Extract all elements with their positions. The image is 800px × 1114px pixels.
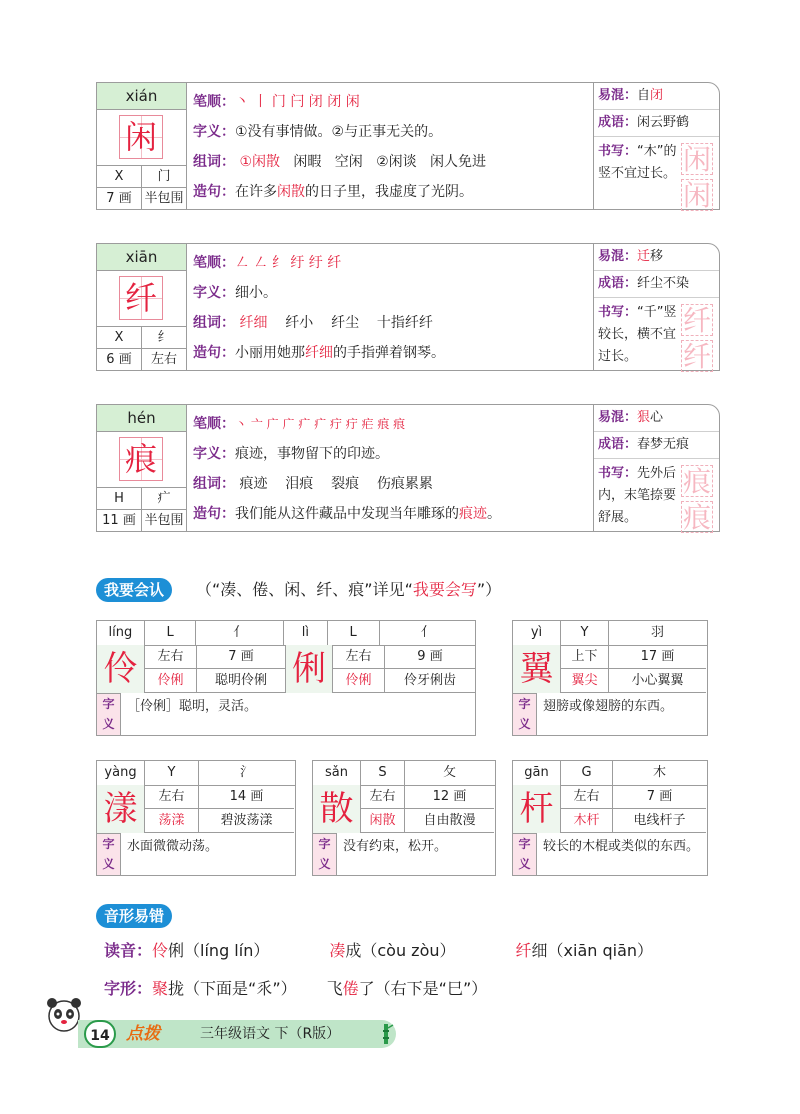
info-row (333, 645, 475, 669)
practice-char: 纤 (682, 340, 711, 373)
shuxie-label: 书写： (598, 305, 638, 320)
meaning: 较长的木棍或类似的东西。 (543, 839, 700, 854)
error-char: 倦 (342, 979, 359, 998)
word: 闲人免进 (430, 154, 487, 170)
initial: H (97, 488, 142, 510)
ziyi-tag: 字义 (513, 693, 537, 735)
pinyin: yàng (97, 761, 145, 785)
duyin-label: 读音： (104, 941, 153, 960)
char-detail (193, 248, 591, 368)
strokes: 12 画 (432, 789, 467, 804)
char-grid (119, 115, 163, 159)
word: 空闲 (334, 154, 363, 170)
word: 泪痕 (285, 476, 314, 492)
pinyin: gān (513, 761, 561, 785)
practice-char: 纤 (682, 304, 711, 337)
initial: Y (561, 621, 609, 645)
yihun-label: 易混： (598, 249, 638, 264)
ziyi-label: 字义： (193, 446, 235, 462)
zuci-label: 组词： (193, 154, 235, 170)
structure: 左右 (361, 785, 405, 808)
character: 伶 (97, 645, 145, 693)
word: 闲暇 (293, 154, 322, 170)
shuxie-label: 书写： (598, 144, 638, 159)
card-header (97, 621, 475, 646)
writing-tip: “千”竖较长，横不宜过长。 (598, 305, 677, 364)
info-row (361, 785, 494, 809)
small-card-yang (96, 760, 296, 876)
strokes: 6 画 (97, 349, 142, 371)
idiom: 春梦无痕 (637, 437, 690, 452)
ziyi-tag: 字义 (97, 693, 121, 735)
initial: L (145, 621, 197, 645)
writing-tip: 先外后内，末笔捺要舒展。 (598, 466, 677, 525)
meaning: ［伶俐］聪明，灵活。 (127, 699, 258, 714)
pinyin: xiān (97, 244, 186, 271)
tips-column (593, 405, 719, 534)
radical: 羽 (650, 625, 664, 640)
char-card-xian-idle (96, 82, 720, 210)
bishun-label: 笔顺： (193, 94, 235, 110)
zixing-label: 字形： (104, 979, 153, 998)
word: 伤痕累累 (376, 476, 433, 492)
word: 痕迹 (239, 476, 268, 492)
word-red: 荡漾 (145, 809, 199, 832)
ziyi-tag: 字义 (313, 833, 337, 875)
meaning: 水面微微动荡。 (127, 839, 219, 854)
zixing-line (104, 976, 487, 999)
error-detail: 拢（下面是“乑”） (168, 979, 297, 998)
radical: 疒 (157, 491, 171, 506)
idiom: 纤尘不染 (637, 276, 690, 291)
character: 闲 (124, 118, 157, 156)
char-grid (119, 276, 163, 320)
writing-tip: “木”的竖不宜过长。 (598, 144, 677, 181)
meaning: 没有约束，松开。 (343, 839, 448, 854)
word: ②闲谈 (376, 154, 417, 170)
radical: 攵 (442, 765, 456, 780)
character: 痕 (124, 440, 157, 478)
word-red: 伶俐 (145, 669, 197, 692)
card-header (97, 761, 295, 786)
sentence-part: 在许多 (235, 184, 277, 200)
word: 碧波荡漾 (220, 813, 273, 828)
strokes: 14 画 (229, 789, 264, 804)
radical: 木 (652, 765, 666, 780)
character: 漾 (97, 785, 145, 833)
stroke-order: 丶 丨 门 闩 闭 闭 闲 (235, 94, 360, 110)
info-row (145, 645, 285, 669)
word: 聪明伶俐 (214, 673, 267, 688)
bishun-label: 笔顺： (193, 255, 235, 271)
word: ①闲散 (239, 154, 281, 170)
error-detail: 飞 (326, 979, 343, 998)
sentence-highlight: 闲散 (277, 184, 305, 200)
strokes: 7 画 (646, 789, 673, 804)
yihun-label: 易混： (598, 88, 638, 103)
page-number: 14 (84, 1020, 116, 1048)
sentence-part: 小丽用她那 (235, 345, 305, 361)
char-detail (193, 87, 591, 207)
char-info-column (97, 405, 187, 531)
practice-grid (681, 304, 715, 376)
pinyin: hén (97, 405, 186, 432)
strokes: 17 画 (640, 649, 675, 664)
zaoju-label: 造句： (193, 345, 235, 361)
character: 纤 (124, 279, 157, 317)
char-card-xian-fine (96, 243, 720, 371)
ziyi-tag: 字义 (97, 833, 121, 875)
confusable: 自 (637, 88, 651, 103)
stroke-order: ㇜ ㇜ 纟 纡 纡 纤 (235, 255, 342, 271)
character: 俐 (285, 645, 333, 693)
idiom: 闲云野鹤 (637, 115, 690, 130)
structure: 左右 (145, 645, 197, 668)
confusable: 心 (650, 410, 664, 425)
error-detail: 俐（líng lín） (168, 941, 270, 960)
structure: 左右 (561, 785, 613, 808)
error-char: 纤 (515, 941, 532, 960)
word-row (333, 669, 475, 693)
character: 杆 (513, 785, 561, 833)
error-detail: 成（còu zòu） (345, 941, 456, 960)
word: 十指纤纤 (376, 315, 433, 331)
initial: S (361, 761, 405, 785)
chengyu-label: 成语： (598, 115, 638, 130)
word: 小心翼翼 (631, 673, 684, 688)
confusable-red: 狠 (637, 410, 651, 425)
brand-logo: 点拨 (126, 1024, 160, 1044)
error-char: 聚 (152, 979, 169, 998)
initial: G (561, 761, 613, 785)
character: 翼 (513, 645, 561, 693)
sentence-part: 的手指弹着钢琴。 (333, 345, 445, 361)
zuci-label: 组词： (193, 476, 235, 492)
sentence-part: 的日子里，我虚度了光阴。 (305, 184, 473, 200)
tips-column (593, 244, 719, 373)
note-text: （“凑、倦、闲、纤、痕”详见“ (196, 580, 413, 599)
ziyi-label: 字义： (193, 124, 235, 140)
sentence-part: 。 (487, 506, 501, 522)
strokes: 9 画 (417, 649, 443, 664)
strokes: 7 画 (97, 188, 142, 210)
word: 伶牙俐齿 (403, 673, 456, 688)
ziyi-label: 字义： (193, 285, 235, 301)
structure: 左右 (333, 645, 385, 668)
meaning: 翅膀或像翅膀的东西。 (543, 699, 674, 714)
card-header (513, 621, 707, 646)
confusable-red: 迁 (637, 249, 651, 264)
word-row (561, 669, 706, 693)
structure: 左右 (150, 352, 177, 367)
word-row (145, 669, 285, 693)
word: 自由散漫 (423, 813, 476, 828)
bamboo-icon (378, 1022, 394, 1046)
small-card-yi (512, 620, 708, 736)
word: 裂痕 (331, 476, 360, 492)
word-row (145, 809, 294, 833)
sentence-part: 我们能从这件藏品中发现当年雕琢的 (235, 506, 459, 522)
error-char: 伶 (152, 941, 169, 960)
tips-column (593, 83, 719, 212)
radical: 门 (157, 169, 171, 184)
char-card-hen (96, 404, 720, 532)
character: 散 (313, 785, 361, 833)
yihun-label: 易混： (598, 410, 638, 425)
meaning: ①没有事情做。②与正事无关的。 (235, 124, 443, 140)
radical: 亻 (196, 621, 284, 645)
chengyu-label: 成语： (598, 276, 638, 291)
word-row (561, 809, 706, 833)
card-header (513, 761, 707, 786)
structure: 左右 (145, 785, 199, 808)
char-detail (193, 409, 591, 529)
sentence-highlight: 纤细 (305, 345, 333, 361)
initial: Y (145, 761, 199, 785)
practice-grid (681, 465, 715, 537)
practice-char: 闲 (682, 179, 711, 212)
word-red: 木杆 (561, 809, 613, 832)
word: 电线杆子 (633, 813, 686, 828)
word: 纤小 (285, 315, 314, 331)
zaoju-label: 造句： (193, 506, 235, 522)
word-red: 闲散 (361, 809, 405, 832)
word-red: 伶俐 (333, 669, 385, 692)
word-red: 翼尖 (561, 669, 609, 692)
pinyin: lì (284, 621, 328, 645)
ziyi-tag: 字义 (513, 833, 537, 875)
pinyin: líng (97, 621, 145, 645)
error-detail: 细（xiān qiān） (531, 941, 654, 960)
structure: 半包围 (144, 513, 184, 528)
chengyu-label: 成语： (598, 437, 638, 452)
info-row (145, 785, 294, 809)
radical: 纟 (157, 330, 171, 345)
note-link: 我要会写 (412, 580, 477, 599)
section-title-cuo: 音形易错 (96, 904, 172, 928)
structure: 上下 (561, 645, 609, 668)
practice-char: 痕 (682, 465, 711, 498)
confusable: 移 (650, 249, 664, 264)
char-grid (119, 437, 163, 481)
radical: 氵 (239, 765, 253, 780)
small-card-san (312, 760, 496, 876)
shuxie-label: 书写： (598, 466, 638, 481)
info-row (561, 645, 706, 669)
practice-grid (681, 143, 715, 215)
strokes: 11 画 (97, 510, 142, 532)
error-char: 凑 (329, 941, 346, 960)
char-info-column (97, 244, 187, 370)
char-info-column (97, 83, 187, 209)
structure: 半包围 (144, 191, 184, 206)
pinyin: xián (97, 83, 186, 110)
practice-char: 痕 (682, 501, 711, 534)
zaoju-label: 造句： (193, 184, 235, 200)
small-card-lingli (96, 620, 476, 736)
sentence-highlight: 痕迹 (459, 506, 487, 522)
practice-char: 闲 (682, 143, 711, 176)
pinyin: sǎn (313, 761, 361, 785)
meaning: 细小。 (235, 285, 277, 301)
word-row (361, 809, 494, 833)
initial: X (97, 166, 142, 188)
renzi-note (196, 578, 501, 602)
info-row (561, 785, 706, 809)
section-title-renzi: 我要会认 (96, 578, 172, 602)
duyin-line (104, 938, 653, 961)
small-card-gan (512, 760, 708, 876)
strokes: 7 画 (228, 649, 254, 664)
confusable-red: 闭 (650, 88, 664, 103)
word: 纤尘 (331, 315, 360, 331)
pinyin: yì (513, 621, 561, 645)
bishun-label: 笔顺： (193, 416, 235, 432)
initial: L (328, 621, 380, 645)
stroke-order: 丶 亠 广 广 疒 疒 疔 疔 疟 痕 痕 (235, 417, 406, 431)
initial: X (97, 327, 142, 349)
error-detail: 了（右下是“巳”） (358, 979, 488, 998)
book-title: 三年级语文 下（R版） (200, 1026, 341, 1042)
word: 纤细 (239, 315, 268, 331)
note-text: ”） (476, 580, 502, 599)
card-header (313, 761, 495, 786)
meaning: 痕迹，事物留下的印迹。 (235, 446, 389, 462)
radical: 亻 (420, 625, 434, 640)
zuci-label: 组词： (193, 315, 235, 331)
